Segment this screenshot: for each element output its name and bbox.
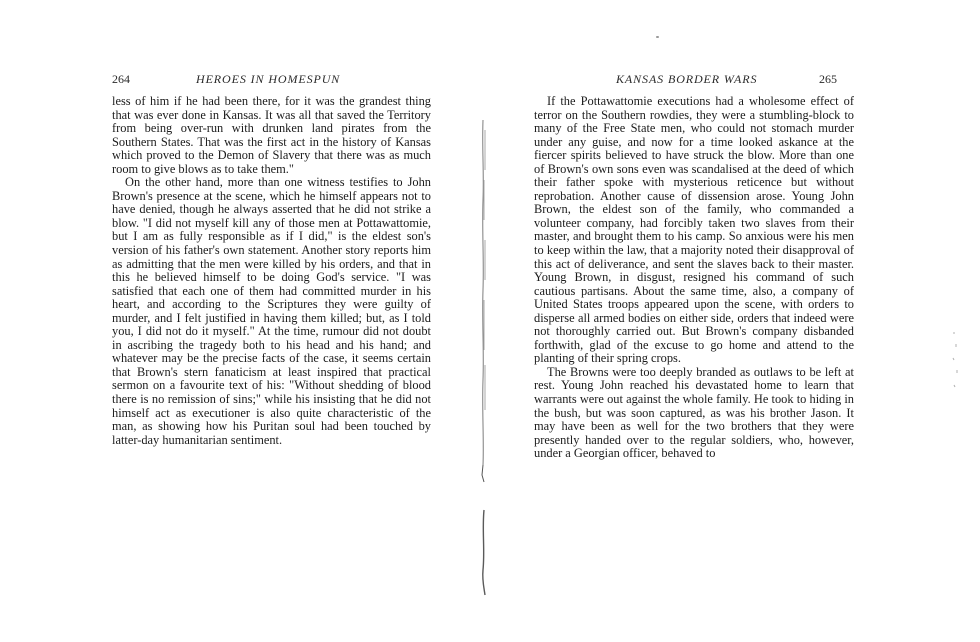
right-page-number: 265 [819,72,837,86]
paragraph: less of him if he had been there, for it was the grandest thing that was ever done in Kansas. It was all that saved the Territory from being over-run with drunken land pirates from the Southern States. That was the first act in the history of Kansas which proved to the Demon of Slavery that there was as much room to give blows as to take them." [112,94,431,176]
paragraph: The Browns were too deeply branded as outlaws to be left at rest. Young John reached his devastated home to learn that warrants were out against the whole family. He took to hiding in the bush, but was soon captured, as was his brother Jason. It may have been as well for the two brothers that they were presently handed over to the regular soldiers, who, however, under a Georgian officer, behaved to [534,364,854,461]
paper-specks [945,330,965,400]
right-body-text [534,95,854,461]
left-body-text [112,95,431,447]
right-running-head: KANSAS BORDER WARS [616,72,758,86]
paragraph: On the other hand, more than one witness testifies to John Brown's presence at the scene, which he himself appears not to have denied, though he always asserted that he did not strike a blow. "I did not myself kill any of those men at Pottawattomie, but I am as fully responsible as if I did," is the eldest son's version of his father's own statement. Another story reports him as admitting that the men were killed by his orders, and that in this he believed himself to be doing God's service. "I was satisfied that each one of them had committed murder in his heart, and according to the Scriptures they were guilty of murder, and I felt justified in having them killed; but, as I told you, I did not do it myself." At the time, rumour did not doubt in ascribing the tragedy both to his head and his hand; and whatever may be the precise facts of the case, it seems certain that Brown's stern fanaticism at least inspired that practical sermon on a favourite text of his: "Without shedding of blood there is no remission of sins;" while his insisting that he did not himself act as executioner is also quite characteristic of the man, as showing how his Puritan soul had been touched by latter-day humanitarian sentiment. [112,175,431,447]
left-running-head: HEROES IN HOMESPUN [196,72,341,86]
paper-speck [656,36,659,38]
right-page [490,0,980,642]
speck-marks [945,330,965,400]
left-page-number: 264 [112,72,130,86]
left-page [0,0,480,642]
paragraph: If the Pottawattomie executions had a wholesome effect of terror on the Southern rowdies, they were a stumbling-block to many of the Free State men, who could not stomach murder under any guise, and now for a time looked askance at the fiercer spirits believed to have struck the blow. More than one of Brown's own sons even was scandalised at the deed of which their father spoke with mysterious reticence but without reprobation. Another cause of dissension arose. Young John Brown, the eldest son of the family, who commanded a volunteer company, had forcibly taken two slaves from their master, and brought them to his camp. So anxious were his men to keep within the law, that a majority noted their disapproval of this act of deliverance, and sent the slaves back to their master. Young Brown, in disgust, resigned his command of such cautious partisans. About the same time, also, a company of United States troops appeared upon the scene, with orders to disperse all armed bodies on either side, orders that indeed were not thoroughly carried out. But Brown's company disbanded forthwith, glad of the excuse to go home and attend to the planting of their spring crops. [534,94,854,366]
